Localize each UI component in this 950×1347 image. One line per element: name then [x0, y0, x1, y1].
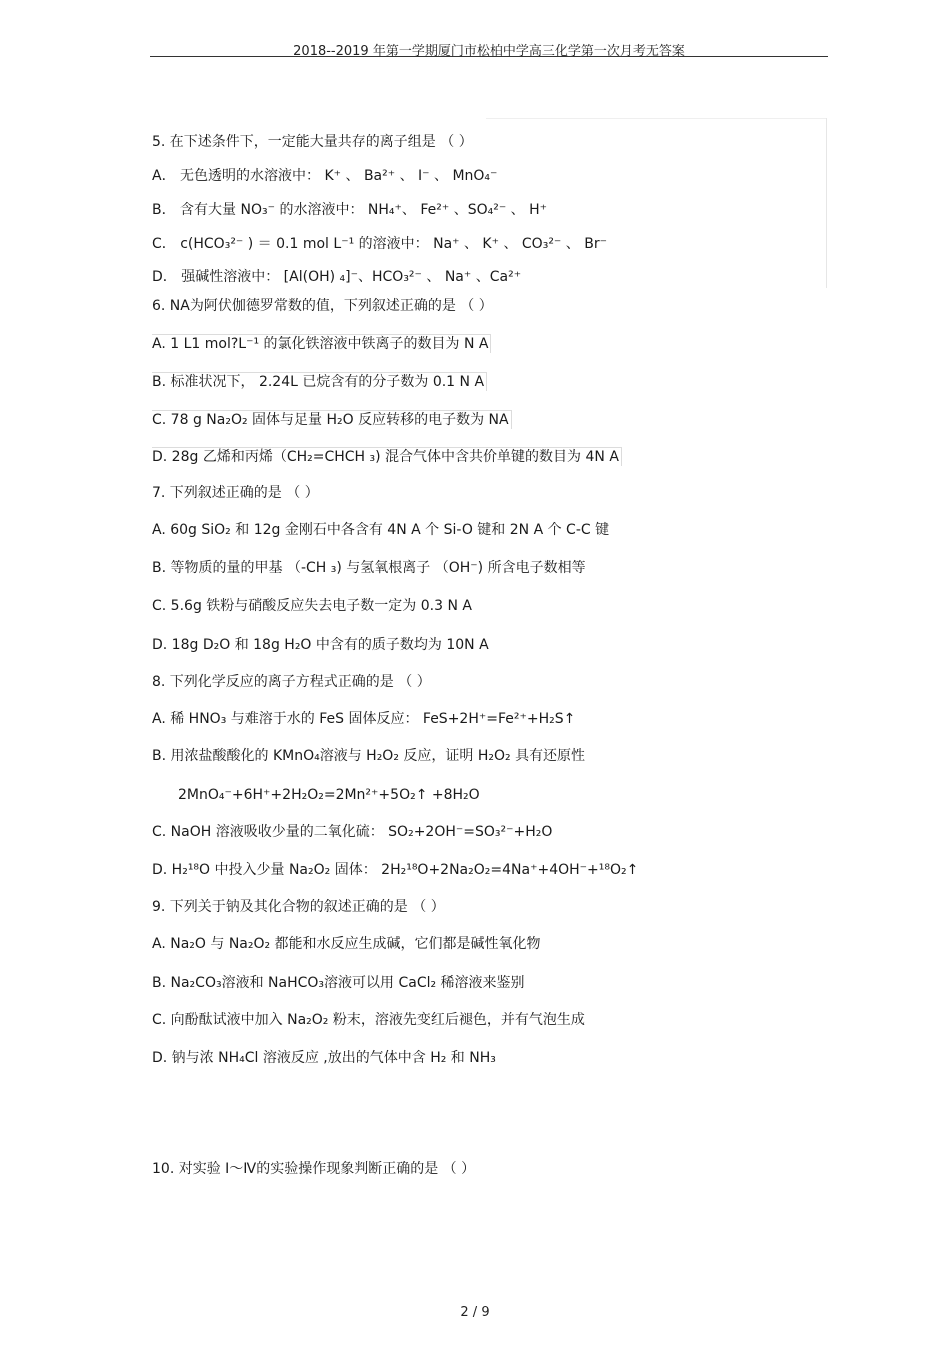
question-5-option-b: B． 含有大量 NO₃⁻ 的水溶液中： NH₄⁺、 Fe²⁺ 、SO₄²⁻ 、 H⁺ [152, 202, 548, 218]
question-5-option-c: C． c(HCO₃²⁻ ) ＝ 0.1 mol L⁻¹ 的溶液中： Na⁺ 、 K⁺ 、 CO₃²⁻ 、 Br⁻ [152, 236, 607, 252]
question-7-option-d: D. 18g D₂O 和 18g H₂O 中含有的质子数均为 10N A [152, 637, 489, 653]
header-divider [150, 56, 828, 57]
frame-border-right [826, 118, 827, 288]
question-7-option-b: B. 等物质的量的甲基 （-CH ₃) 与氢氧根离子 （OH⁻) 所含电子数相等 [152, 560, 586, 576]
question-9-stem: 9. 下列关于钠及其化合物的叙述正确的是 （ ） [152, 899, 445, 915]
question-9-option-c: C. 向酚酞试液中加入 Na₂O₂ 粉末，溶液先变红后褪色，并有气泡生成 [152, 1012, 585, 1028]
frame-border-top [486, 118, 826, 119]
question-8-option-d: D. H₂¹⁸O 中投入少量 Na₂O₂ 固体： 2H₂¹⁸O+2Na₂O₂=4Na⁺+4OH⁻+¹⁸O₂↑ [152, 862, 639, 878]
page-header-title: 2018--2019 年第一学期厦门市松柏中学高三化学第一次月考无答案 [293, 44, 685, 59]
question-8-option-b: B. 用浓盐酸酸化的 KMnO₄溶液与 H₂O₂ 反应，证明 H₂O₂ 具有还原性 [152, 748, 586, 764]
question-7-option-c: C. 5.6g 铁粉与硝酸反应失去电子数一定为 0.3 N A [152, 598, 472, 614]
question-5-stem: 5. 在下述条件下，一定能大量共存的离子组是 （ ） [152, 134, 473, 150]
page-number: 2 / 9 [460, 1305, 490, 1320]
question-6-option-a: A. 1 L1 mol?L⁻¹ 的氯化铁溶液中铁离子的数目为 N A [152, 334, 491, 353]
question-9-option-d: D. 钠与浓 NH₄Cl 溶液反应 ,放出的气体中含 H₂ 和 NH₃ [152, 1050, 496, 1066]
question-6-option-d: D. 28g 乙烯和丙烯（CH₂=CHCH ₃) 混合气体中含共价单键的数目为 4N A [152, 447, 622, 466]
question-10-stem: 10. 对实验 Ⅰ～Ⅳ的实验操作现象判断正确的是 （ ） [152, 1161, 476, 1177]
question-8-stem: 8. 下列化学反应的离子方程式正确的是 （ ） [152, 674, 431, 690]
question-5-option-a: A． 无色透明的水溶液中： K⁺ 、 Ba²⁺ 、 I⁻ 、 MnO₄⁻ [152, 168, 498, 184]
question-5-option-d: D． 强碱性溶液中： [Al(OH) ₄]⁻、HCO₃²⁻ 、 Na⁺ 、Ca²⁺ [152, 269, 522, 285]
question-9-option-b: B. Na₂CO₃溶液和 NaHCO₃溶液可以用 CaCl₂ 稀溶液来鉴别 [152, 975, 525, 991]
question-6-option-b: B. 标准状况下， 2.24L 已烷含有的分子数为 0.1 N A [152, 372, 487, 391]
question-7-option-a: A. 60g SiO₂ 和 12g 金刚石中各含有 4N A 个 Si-O 键和 2N A 个 C-C 键 [152, 522, 610, 538]
question-8-option-c: C. NaOH 溶液吸收少量的二氧化硫： SO₂+2OH⁻=SO₃²⁻+H₂O [152, 824, 553, 840]
question-6-stem: 6. NA为阿伏伽德罗常数的值，下列叙述正确的是 （ ） [152, 298, 493, 314]
question-9-option-a: A. Na₂O 与 Na₂O₂ 都能和水反应生成碱，它们都是碱性氧化物 [152, 936, 541, 952]
question-8-option-a: A. 稀 HNO₃ 与难溶于水的 FeS 固体反应： FeS+2H⁺=Fe²⁺+H₂S↑ [152, 711, 576, 727]
question-7-stem: 7. 下列叙述正确的是 （ ） [152, 485, 319, 501]
question-8-option-b-equation: 2MnO₄⁻+6H⁺+2H₂O₂=2Mn²⁺+5O₂↑ +8H₂O [178, 787, 480, 803]
question-6-option-c: C. 78 g Na₂O₂ 固体与足量 H₂O 反应转移的电子数为 NA [152, 410, 512, 429]
